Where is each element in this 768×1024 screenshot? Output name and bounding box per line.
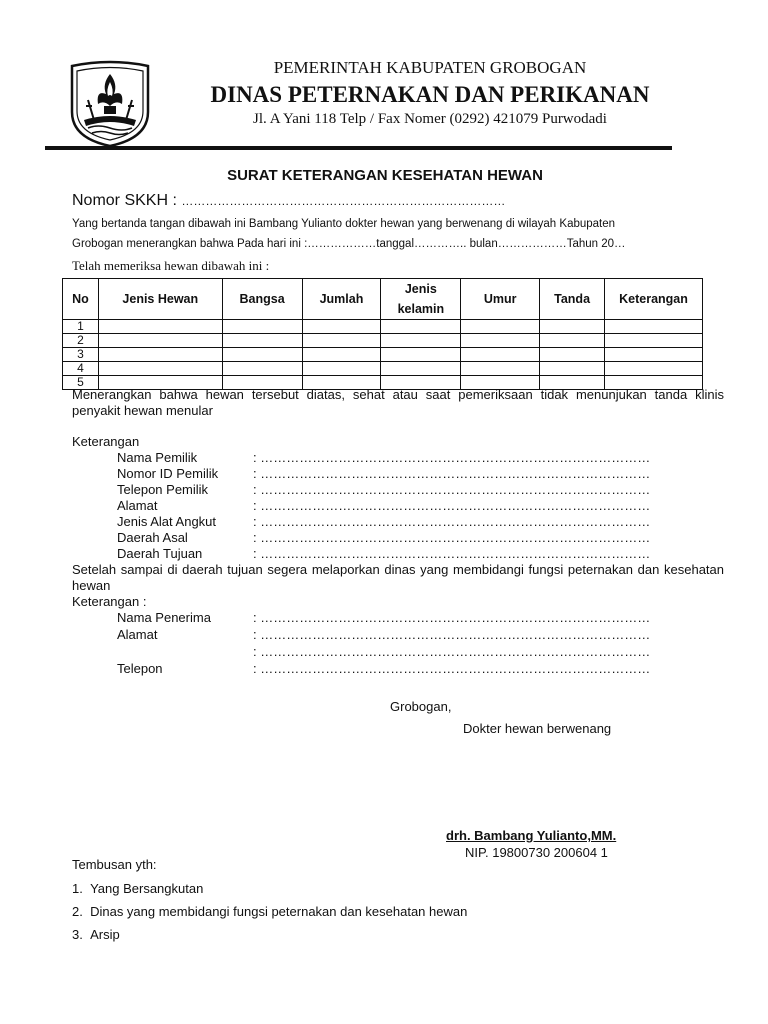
table-cell[interactable] (605, 320, 703, 334)
header-address: Jl. A Yani 118 Telp / Fax Nomer (0292) 421079 Purwodadi (253, 111, 607, 127)
field-value-nama-penerima[interactable]: : ……………………………………………………………………………… (253, 610, 651, 625)
signature-place: Grobogan, (390, 699, 452, 714)
header-agency: DINAS PETERNAKAN DAN PERIKANAN (210, 82, 650, 107)
table-row (63, 320, 703, 334)
list-item-number: 2. (72, 904, 83, 919)
table-cell[interactable] (98, 348, 222, 362)
table-cell[interactable] (302, 320, 381, 334)
field-value-jenis-alat-angkut[interactable]: : ……………………………………………………………………………… (253, 514, 651, 529)
table-row (63, 348, 703, 362)
health-statement: Menerangkan bahwa hewan tersebut diatas, sehat atau saat pemeriksaan tidak menunjukan tanda klinis penyakit hewan menular (72, 387, 724, 418)
table-cell[interactable] (461, 348, 540, 362)
list-item-text: Yang Bersangkutan (90, 881, 204, 896)
table-cell[interactable] (461, 334, 540, 348)
field-value-telepon-penerima[interactable]: : ……………………………………………………………………………… (253, 661, 651, 676)
signature-nip: NIP. 19800730 200604 1 (465, 845, 608, 860)
table-row (63, 362, 703, 376)
col-header-jenis-hewan: Jenis Hewan (98, 279, 222, 320)
list-item (72, 881, 203, 896)
field-value-daerah-asal[interactable]: : ……………………………………………………………………………… (253, 530, 651, 545)
table-cell[interactable] (461, 320, 540, 334)
field-label-alamat-penerima: Alamat (117, 627, 158, 642)
intro-line-3: Telah memeriksa hewan dibawah ini : (72, 258, 270, 273)
field-label-telepon-penerima: Telepon (117, 661, 163, 676)
list-item (72, 904, 467, 919)
grobogan-emblem-logo (68, 60, 152, 148)
table-cell[interactable] (98, 362, 222, 376)
nomor-skkh (72, 192, 505, 210)
table-cell[interactable] (381, 320, 461, 334)
field-label-nama-pemilik: Nama Pemilik (117, 450, 198, 465)
table-cell[interactable] (540, 348, 605, 362)
table-cell[interactable] (98, 334, 222, 348)
table-cell[interactable] (540, 362, 605, 376)
field-label-jenis-alat-angkut: Jenis Alat Angkut (117, 514, 217, 529)
field-value-telepon-pemilik[interactable]: : ……………………………………………………………………………… (253, 482, 651, 497)
table-cell[interactable] (381, 362, 461, 376)
table-cell[interactable] (605, 348, 703, 362)
table-cell[interactable] (98, 320, 222, 334)
list-item (72, 927, 120, 942)
animal-table (62, 278, 703, 390)
field-label-daerah-tujuan: Daerah Tujuan (117, 546, 203, 561)
field-label-telepon-pemilik: Telepon Pemilik (117, 482, 209, 497)
header-government: PEMERINTAH KABUPATEN GROBOGAN (273, 58, 587, 77)
table-cell[interactable] (381, 334, 461, 348)
field-value-alamat[interactable]: : ……………………………………………………………………………… (253, 498, 651, 513)
field-label-nomor-id: Nomor ID Pemilik (117, 466, 219, 481)
table-cell[interactable] (605, 334, 703, 348)
field-value-daerah-tujuan[interactable]: : ……………………………………………………………………………… (253, 546, 651, 561)
table-cell[interactable] (540, 334, 605, 348)
field-value-nomor-id[interactable]: : ……………………………………………………………………………… (253, 466, 651, 481)
table-cell[interactable] (222, 320, 302, 334)
table-cell[interactable] (461, 362, 540, 376)
col-header-jenis-line1: Jenis (404, 282, 437, 296)
row-number: 5 (63, 376, 99, 390)
nomor-dots: ……………………………………………………………………… (181, 194, 506, 208)
intro-line-2: Grobogan menerangkan bahwa Pada hari ini :………………tanggal………….. bulan………………Tahun 20… (72, 238, 626, 250)
col-header-tanda: Tanda (540, 279, 605, 320)
col-header-keterangan: Keterangan (605, 279, 703, 320)
signature-role: Dokter hewan berwenang (463, 721, 612, 736)
row-number: 1 (63, 320, 99, 334)
table-cell[interactable] (605, 362, 703, 376)
table-cell[interactable] (222, 362, 302, 376)
table-row (63, 334, 703, 348)
col-header-umur: Umur (461, 279, 540, 320)
list-item-number: 1. (72, 881, 83, 896)
table-cell[interactable] (302, 348, 381, 362)
table-cell[interactable] (302, 362, 381, 376)
col-header-bangsa: Bangsa (222, 279, 302, 320)
list-item-number: 3. (72, 927, 83, 942)
col-header-no: No (63, 279, 99, 320)
row-number: 3 (63, 348, 99, 362)
list-item-text: Arsip (90, 927, 120, 942)
col-header-jenis-kelamin (381, 279, 461, 320)
tembusan-heading: Tembusan yth: (72, 857, 157, 872)
intro-line-1: Yang bertanda tangan dibawah ini Bambang Yulianto dokter hewan yang berwenang di wilayah Kabupaten (72, 218, 616, 230)
table-cell[interactable] (302, 334, 381, 348)
table-cell[interactable] (381, 348, 461, 362)
col-header-jumlah: Jumlah (302, 279, 381, 320)
table-cell[interactable] (540, 320, 605, 334)
nomor-label: Nomor SKKH : (72, 192, 182, 209)
field-label-alamat: Alamat (117, 498, 158, 513)
keterangan-heading: Keterangan (72, 434, 140, 449)
field-value-nama-pemilik[interactable]: : ……………………………………………………………………………… (253, 450, 651, 465)
field-label-nama-penerima: Nama Penerima (117, 610, 211, 625)
field-label-daerah-asal: Daerah Asal (117, 530, 188, 545)
row-number: 4 (63, 362, 99, 376)
keterangan-penerima-heading: Keterangan : (72, 594, 147, 609)
col-header-jenis-line2: kelamin (397, 302, 445, 316)
list-item-text: Dinas yang membidangi fungsi peternakan dan kesehatan hewan (90, 904, 468, 919)
table-cell[interactable] (222, 348, 302, 362)
field-value-alamat-penerima-2[interactable]: : ……………………………………………………………………………… (253, 644, 651, 659)
row-number: 2 (63, 334, 99, 348)
document-title: SURAT KETERANGAN KESEHATAN HEWAN (227, 167, 543, 184)
header-divider (45, 146, 672, 150)
field-value-alamat-penerima[interactable]: : ……………………………………………………………………………… (253, 627, 651, 642)
report-instruction: Setelah sampai di daerah tujuan segera melaporkan dinas yang membidangi fungsi peternakan dan kesehatan hewan (72, 562, 724, 593)
signature-name: drh. Bambang Yulianto,MM. (446, 828, 617, 843)
table-header-row (63, 279, 703, 320)
table-cell[interactable] (222, 334, 302, 348)
